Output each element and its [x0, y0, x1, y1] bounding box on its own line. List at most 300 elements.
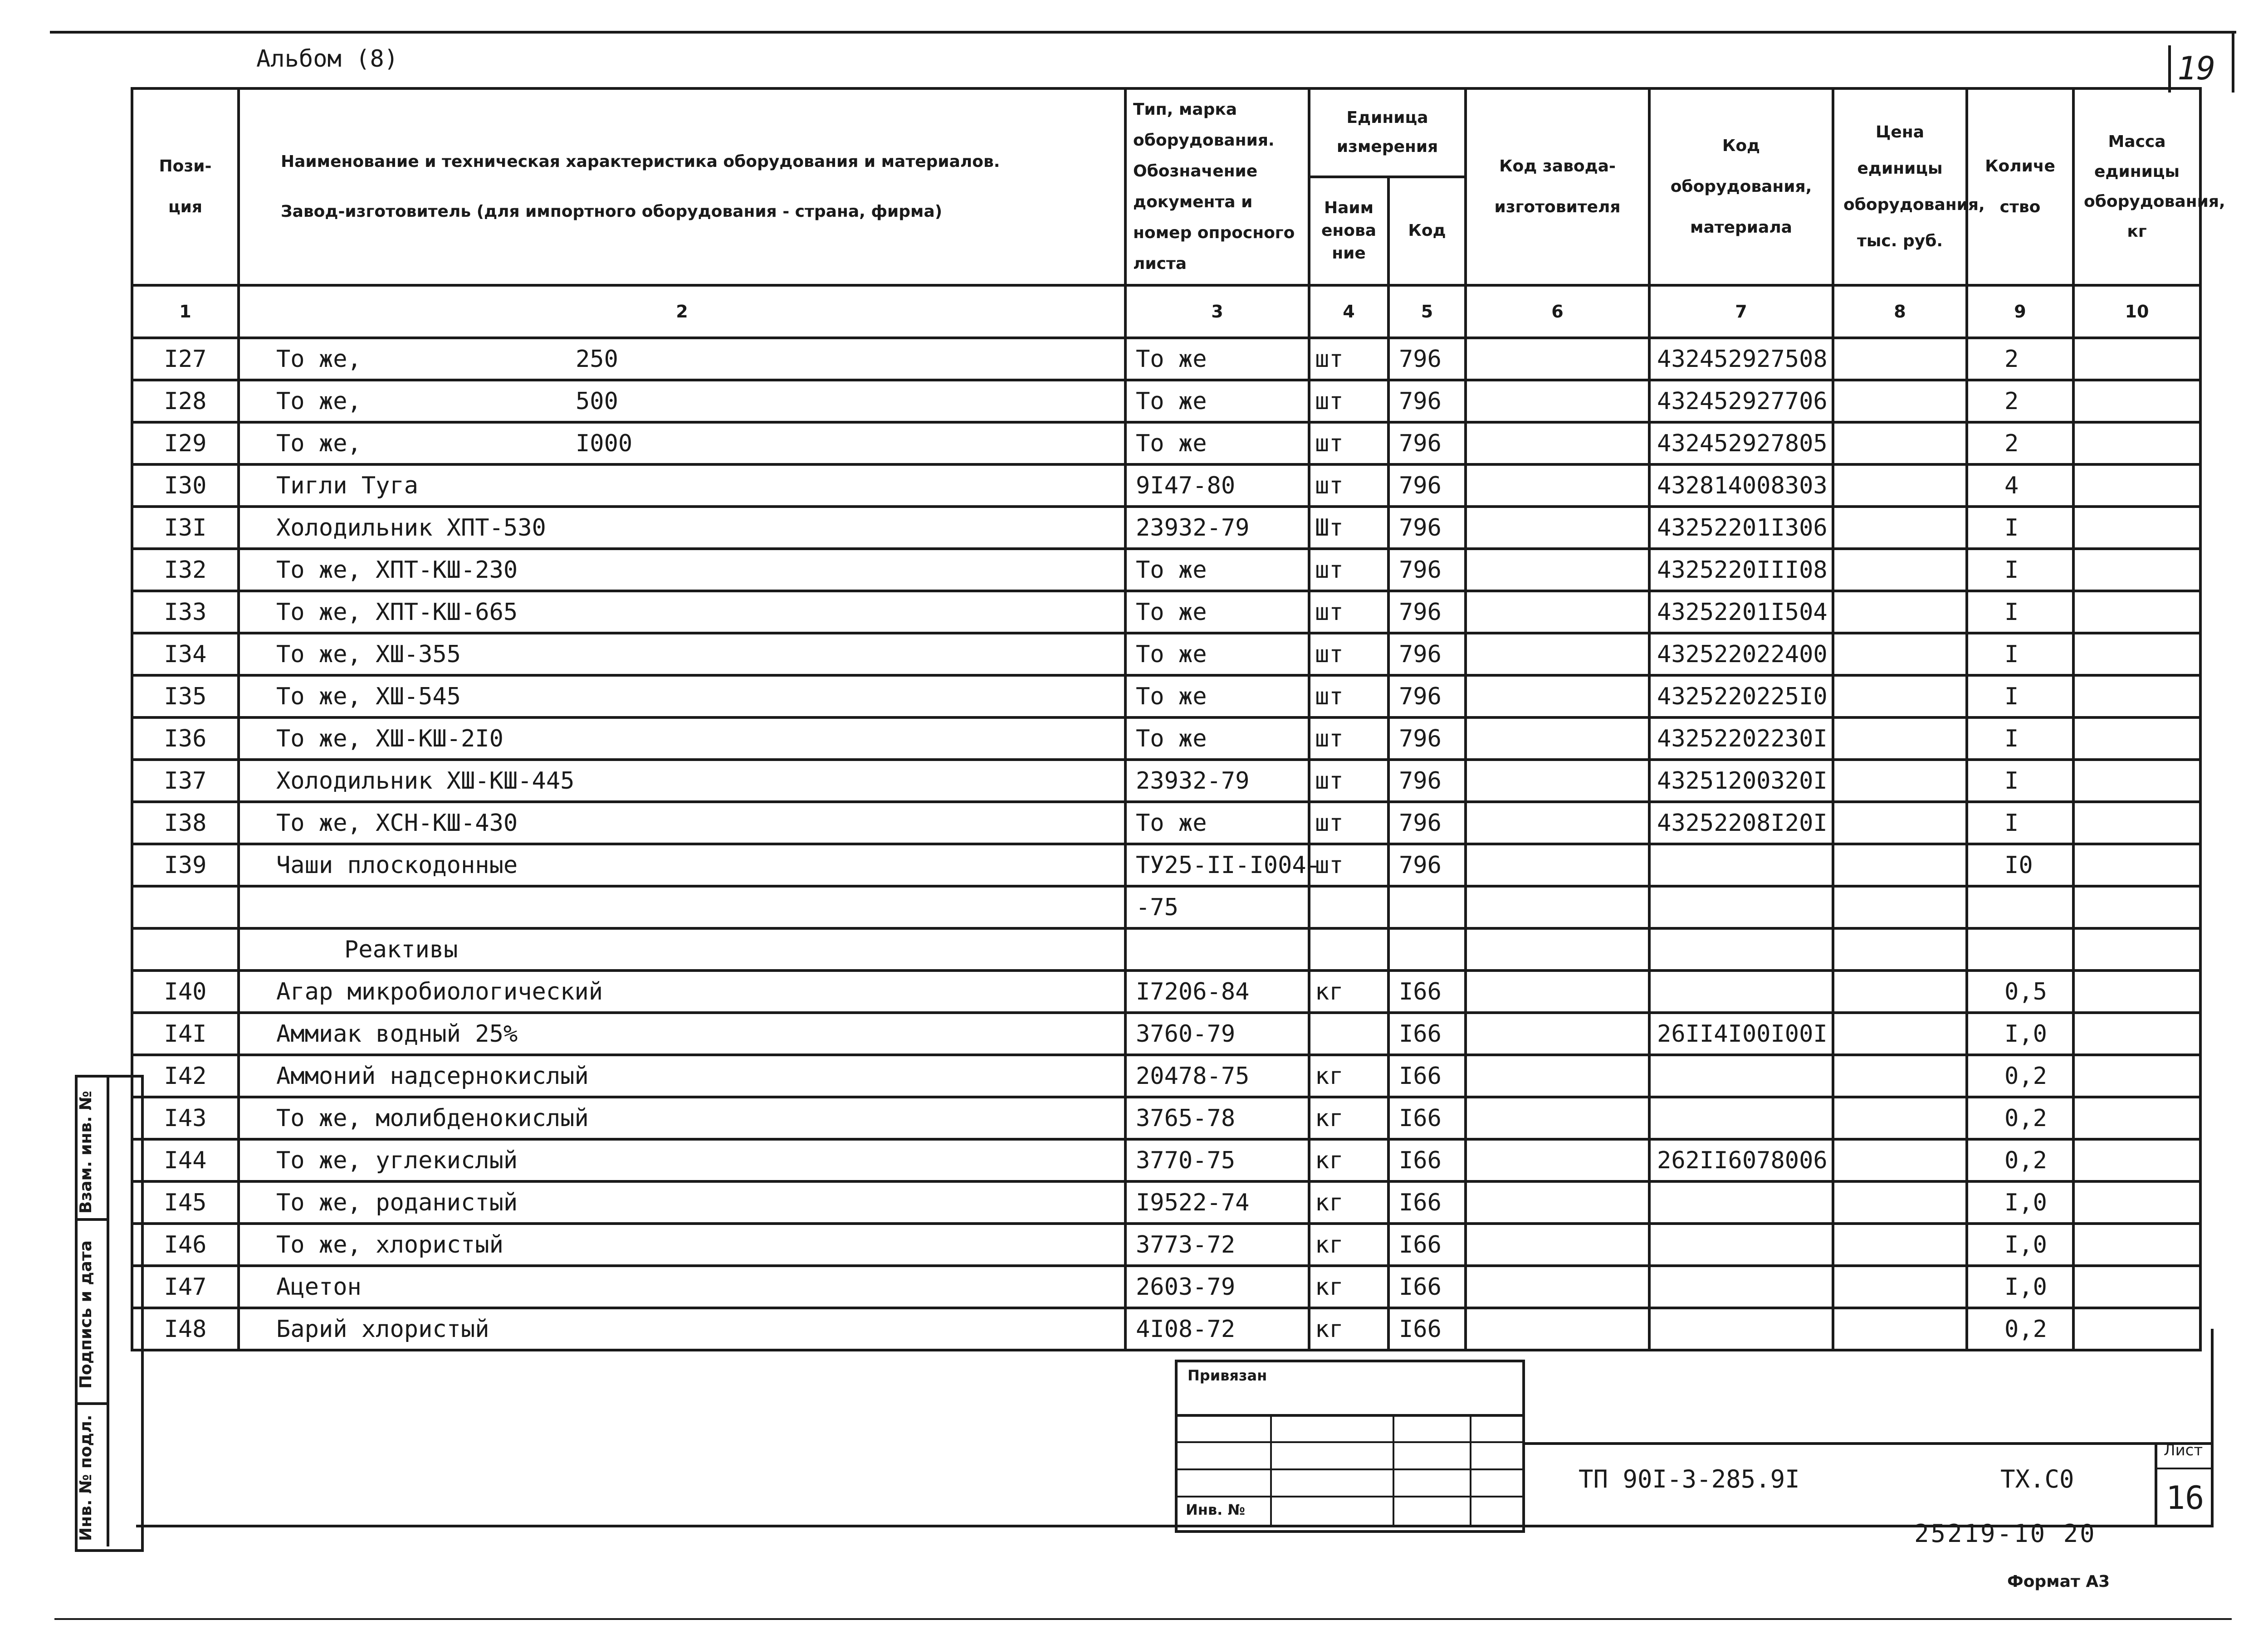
top-border-line: [50, 31, 2236, 34]
position-cell: [132, 928, 239, 971]
header-unit: Единица измерения: [1309, 88, 1466, 177]
quantity-cell: [1967, 971, 2073, 1013]
quantity-cell: [1967, 507, 2073, 549]
table-row: [132, 1139, 2200, 1181]
header-equipment-code: Код оборудования, материала: [1649, 88, 1833, 285]
position-cell: [132, 802, 239, 844]
quantity-cell: [1967, 844, 2073, 886]
position-cell: [132, 1097, 239, 1139]
type-cell: [1125, 591, 1309, 633]
position-cell-text: I43: [164, 1104, 207, 1132]
name-cell: [239, 675, 1125, 717]
list-number: 16: [2166, 1479, 2204, 1517]
mass-cell: [2073, 422, 2200, 464]
name-cell: [239, 1224, 1125, 1266]
factory-code-cell: [1466, 760, 1649, 802]
position-cell: [132, 1224, 239, 1266]
header-unit-name: Наименование: [1309, 177, 1388, 285]
type-cell-text: То же: [1136, 725, 1207, 752]
quantity-cell-text: I: [2004, 725, 2019, 752]
unit-code-cell: [1388, 802, 1466, 844]
equipment-code-cell-text: 43251200320I: [1657, 767, 1828, 795]
position-cell-text: I35: [164, 683, 207, 710]
unit-code-cell-text: 796: [1399, 640, 1442, 668]
quantity-cell: [1967, 633, 2073, 675]
quantity-cell-text: I,0: [2004, 1020, 2047, 1048]
unit-code-cell: [1388, 549, 1466, 591]
equipment-code-cell: [1649, 591, 1833, 633]
quantity-cell: [1967, 1181, 2073, 1224]
equipment-code-cell: [1649, 464, 1833, 507]
unit-code-cell: [1388, 1055, 1466, 1097]
position-cell-text: I46: [164, 1231, 207, 1258]
name-cell-text: То же, молибденокислый: [276, 1104, 589, 1132]
equipment-code-cell-text: 43252202230I: [1657, 725, 1828, 752]
name-cell: [239, 1308, 1125, 1350]
mass-cell: [2073, 507, 2200, 549]
name-cell: [239, 802, 1125, 844]
quantity-cell-text: I: [2004, 767, 2019, 795]
equipment-code-cell-text: 432452927706: [1657, 387, 1828, 415]
mass-cell: [2073, 717, 2200, 760]
position-cell-text: I38: [164, 809, 207, 837]
unit-name-cell-text: кг: [1315, 1231, 1344, 1258]
name-cell: [239, 717, 1125, 760]
position-cell: [132, 971, 239, 1013]
price-cell: [1833, 1266, 1967, 1308]
quantity-cell-text: I,0: [2004, 1273, 2047, 1301]
unit-code-cell: [1388, 675, 1466, 717]
list-box-separator: [2155, 1468, 2212, 1469]
name-cell: [239, 549, 1125, 591]
right-border-line: [2232, 31, 2234, 93]
equipment-code-cell-text: 432522022400: [1657, 640, 1828, 668]
position-cell: [132, 338, 239, 380]
position-cell-text: I30: [164, 472, 207, 499]
equipment-code-cell: [1649, 1139, 1833, 1181]
mass-cell: [2073, 760, 2200, 802]
quantity-cell: [1967, 802, 2073, 844]
quantity-cell: [1967, 928, 2073, 971]
type-cell-text: 4I08-72: [1136, 1315, 1236, 1343]
position-cell-text: I27: [164, 345, 207, 373]
table-row: [132, 507, 2200, 549]
name-cell-text: То же, роданистый: [276, 1189, 518, 1216]
mass-cell: [2073, 928, 2200, 971]
position-cell: [132, 886, 239, 928]
price-cell: [1833, 464, 1967, 507]
table-row: [132, 760, 2200, 802]
type-cell: [1125, 760, 1309, 802]
unit-name-cell: [1309, 380, 1388, 422]
price-cell: [1833, 1139, 1967, 1181]
equipment-code-cell-text: 262II6078006: [1657, 1146, 1828, 1174]
name-cell: [239, 633, 1125, 675]
table-row: [132, 464, 2200, 507]
price-cell: [1833, 760, 1967, 802]
equipment-code-cell: [1649, 717, 1833, 760]
unit-name-cell: [1309, 802, 1388, 844]
position-cell-text: I36: [164, 725, 207, 752]
unit-name-cell-text: шт: [1315, 345, 1344, 373]
quantity-cell-text: 2: [2004, 345, 2019, 373]
name-cell: [239, 1055, 1125, 1097]
unit-name-cell-text: шт: [1315, 598, 1344, 626]
privyazan-label: Привязан: [1188, 1367, 1267, 1384]
factory-code-cell: [1466, 1308, 1649, 1350]
type-cell: [1125, 1097, 1309, 1139]
name-cell: [239, 591, 1125, 633]
factory-code-cell: [1466, 380, 1649, 422]
equipment-code-cell-text: 432452927805: [1657, 429, 1828, 457]
unit-name-cell-text: кг: [1315, 1273, 1344, 1301]
table-row: [132, 549, 2200, 591]
mass-cell: [2073, 886, 2200, 928]
unit-name-cell-text: шт: [1315, 640, 1344, 668]
price-cell: [1833, 591, 1967, 633]
position-cell-text: I28: [164, 387, 207, 415]
equipment-code-cell: [1649, 886, 1833, 928]
factory-code-cell: [1466, 844, 1649, 886]
quantity-cell: [1967, 1308, 2073, 1350]
type-cell-text: I7206-84: [1136, 978, 1250, 1005]
unit-name-cell: [1309, 1055, 1388, 1097]
unit-code-cell-text: 796: [1399, 725, 1442, 752]
quantity-cell: [1967, 380, 2073, 422]
quantity-cell-text: 0,2: [2004, 1062, 2047, 1090]
equipment-code-cell: [1649, 844, 1833, 886]
factory-code-cell: [1466, 886, 1649, 928]
footer-line: [54, 1618, 2232, 1620]
document-designation: ТП 90I-3-285.9I: [1579, 1465, 1800, 1493]
unit-code-cell: [1388, 971, 1466, 1013]
unit-name-cell: [1309, 844, 1388, 886]
unit-name-cell-text: кг: [1315, 1146, 1344, 1174]
equipment-code-cell: [1649, 338, 1833, 380]
name-cell-text: Холодильник ХШ-КШ-445: [276, 767, 575, 795]
header-name-line1: Наименование и техническая характеристика оборудования и материалов.: [281, 152, 1000, 171]
table-row: [132, 1266, 2200, 1308]
price-cell: [1833, 1097, 1967, 1139]
archive-number: 25219-10 20: [1914, 1519, 2097, 1548]
type-cell-text: То же: [1136, 345, 1207, 373]
position-cell-text: I29: [164, 429, 207, 457]
unit-code-cell-text: I66: [1399, 1062, 1442, 1090]
name-cell-text: То же, ХШ-355: [276, 640, 461, 668]
equipment-code-cell: [1649, 1097, 1833, 1139]
position-cell-text: I3I: [164, 514, 207, 541]
unit-code-cell-text: 796: [1399, 851, 1442, 879]
unit-code-cell: [1388, 1308, 1466, 1350]
type-cell: [1125, 928, 1309, 971]
privyazan-col-1: [1270, 1415, 1272, 1527]
unit-name-cell-text: Шт: [1315, 514, 1344, 541]
unit-code-cell: [1388, 422, 1466, 464]
equipment-code-cell: [1649, 760, 1833, 802]
type-cell: [1125, 338, 1309, 380]
type-cell-text: 2603-79: [1136, 1273, 1236, 1301]
price-cell: [1833, 844, 1967, 886]
name-cell: [239, 422, 1125, 464]
name-cell-text: Тигли Тугa: [276, 472, 419, 499]
unit-code-cell: [1388, 760, 1466, 802]
type-cell-text: То же: [1136, 598, 1207, 626]
name-cell: [239, 1181, 1125, 1224]
type-cell-text: 20478-75: [1136, 1062, 1250, 1090]
unit-name-cell: [1309, 591, 1388, 633]
position-cell-text: I39: [164, 851, 207, 879]
position-cell: [132, 1308, 239, 1350]
equipment-code-cell: [1649, 549, 1833, 591]
unit-name-cell-text: шт: [1315, 767, 1344, 795]
equipment-code-cell-text: 432814008303: [1657, 472, 1828, 499]
factory-code-cell: [1466, 422, 1649, 464]
factory-code-cell: [1466, 1055, 1649, 1097]
type-cell-text: I9522-74: [1136, 1189, 1250, 1216]
mass-cell: [2073, 802, 2200, 844]
unit-name-cell-text: кг: [1315, 1062, 1344, 1090]
privyazan-col-2: [1393, 1415, 1394, 1527]
position-cell: [132, 844, 239, 886]
header-type: Тип, марка оборудования. Обозначение документа и номер опросного листа: [1125, 88, 1309, 285]
unit-code-cell: [1388, 464, 1466, 507]
type-cell-text: То же: [1136, 556, 1207, 584]
col-number-10: 10: [2073, 285, 2200, 338]
price-cell: [1833, 380, 1967, 422]
name-cell-text: То же,: [276, 387, 362, 415]
position-cell-text: I4I: [164, 1020, 207, 1048]
side-stamp-replacement-label: Взам. инв. №: [77, 1091, 95, 1214]
name-cell-text: Аммоний надсернокислый: [276, 1062, 589, 1090]
name-cell-text: То же, ХПТ-КШ-230: [276, 556, 518, 584]
type-cell-text: То же: [1136, 640, 1207, 668]
name-cell-text: То же, хлористый: [276, 1231, 503, 1258]
type-cell: [1125, 549, 1309, 591]
unit-code-cell: [1388, 1181, 1466, 1224]
equipment-code-cell: [1649, 802, 1833, 844]
unit-name-cell: [1309, 1013, 1388, 1055]
table-row: [132, 1224, 2200, 1266]
equipment-code-cell-text: 26II4I00I00I: [1657, 1020, 1828, 1048]
header-name: [239, 88, 1125, 285]
position-cell: [132, 675, 239, 717]
position-cell-text: I40: [164, 978, 207, 1005]
side-stamp-signature-label: Подпись и дата: [77, 1240, 95, 1389]
equipment-code-cell-text: 4325220225I0: [1657, 683, 1828, 710]
equipment-code-cell-text: 4325220III08: [1657, 556, 1828, 584]
position-cell: [132, 422, 239, 464]
unit-name-cell: [1309, 1266, 1388, 1308]
price-cell: [1833, 549, 1967, 591]
factory-code-cell: [1466, 507, 1649, 549]
type-cell: [1125, 844, 1320, 886]
type-cell: [1125, 464, 1309, 507]
unit-code-cell: [1388, 928, 1466, 971]
unit-name-cell: [1309, 1139, 1388, 1181]
table-row: [132, 1308, 2200, 1350]
unit-code-cell: [1388, 1139, 1466, 1181]
mass-cell: [2073, 591, 2200, 633]
name-cell-text: Аммиак водный 25%: [276, 1020, 518, 1048]
col-number-1: 1: [132, 285, 239, 338]
unit-code-cell-text: 796: [1399, 556, 1442, 584]
factory-code-cell: [1466, 633, 1649, 675]
factory-code-cell: [1466, 928, 1649, 971]
unit-name-cell: [1309, 549, 1388, 591]
equipment-code-cell: [1649, 380, 1833, 422]
name-cell-text: Ацетон: [276, 1273, 362, 1301]
unit-name-cell: [1309, 717, 1388, 760]
price-cell: [1833, 338, 1967, 380]
factory-code-cell: [1466, 338, 1649, 380]
unit-name-cell: [1309, 507, 1388, 549]
unit-code-cell-text: 796: [1399, 514, 1442, 541]
unit-code-cell: [1388, 507, 1466, 549]
unit-code-cell: [1388, 844, 1466, 886]
position-cell-text: I34: [164, 640, 207, 668]
unit-code-cell-text: I66: [1399, 1231, 1442, 1258]
side-stamp-replacement: [78, 1078, 109, 1221]
document-code: ТХ.С0: [2000, 1465, 2074, 1493]
unit-code-cell-text: I66: [1399, 1104, 1442, 1132]
equipment-code-cell: [1649, 928, 1833, 971]
album-label: Альбом (8): [256, 45, 399, 73]
position-cell: [132, 1139, 239, 1181]
table-row: [132, 338, 2200, 380]
name-suffix-text: I000: [576, 429, 633, 457]
unit-code-cell-text: I66: [1399, 1315, 1442, 1343]
unit-name-cell: [1309, 675, 1388, 717]
mass-cell: [2073, 1308, 2200, 1350]
type-cell: [1125, 971, 1309, 1013]
unit-name-cell: [1309, 633, 1388, 675]
mass-cell: [2073, 675, 2200, 717]
table-row: [132, 633, 2200, 675]
inventory-no-label: Инв. №: [1186, 1501, 1245, 1518]
type-cell-text: То же: [1136, 809, 1207, 837]
type-cell-text: 23932-79: [1136, 767, 1250, 795]
type-cell: [1125, 802, 1309, 844]
quantity-cell: [1967, 1055, 2073, 1097]
position-cell-text: I45: [164, 1189, 207, 1216]
name-suffix-text: 500: [576, 387, 618, 415]
quantity-cell: [1967, 1266, 2073, 1308]
name-cell: [239, 1097, 1125, 1139]
quantity-cell: [1967, 1139, 2073, 1181]
name-cell-text: Чаши плоскодонные: [276, 851, 518, 879]
table-row: [132, 1055, 2200, 1097]
price-cell: [1833, 717, 1967, 760]
equipment-code-cell: [1649, 507, 1833, 549]
header-position: Пози- ция: [132, 88, 239, 285]
quantity-cell-text: I: [2004, 514, 2019, 541]
position-cell-text: I42: [164, 1062, 207, 1090]
quantity-cell: [1967, 886, 2073, 928]
position-cell: [132, 464, 239, 507]
position-cell: [132, 380, 239, 422]
unit-name-cell: [1309, 886, 1388, 928]
type-cell: [1125, 1139, 1309, 1181]
position-cell-text: I44: [164, 1146, 207, 1174]
table-row: [132, 971, 2200, 1013]
unit-code-cell-text: 796: [1399, 809, 1442, 837]
unit-code-cell-text: I66: [1399, 978, 1442, 1005]
unit-name-cell: [1309, 928, 1388, 971]
mass-cell: [2073, 971, 2200, 1013]
quantity-cell-text: 2: [2004, 387, 2019, 415]
price-cell: [1833, 507, 1967, 549]
type-cell-text: То же: [1136, 387, 1207, 415]
name-cell: [239, 507, 1125, 549]
unit-name-cell-text: кг: [1315, 1315, 1344, 1343]
equipment-code-cell-text: 43252208I20I: [1657, 809, 1828, 837]
unit-name-cell-text: шт: [1315, 851, 1344, 879]
type-cell: [1125, 717, 1309, 760]
quantity-cell-text: 4: [2004, 472, 2019, 499]
header-name-line2: Завод-изготовитель (для импортного оборудования - страна, фирма): [281, 202, 943, 221]
unit-code-cell: [1388, 1224, 1466, 1266]
name-cell-text: То же, ХШ-545: [276, 683, 461, 710]
type-cell: [1125, 1266, 1309, 1308]
unit-name-cell-text: кг: [1315, 978, 1344, 1005]
sheet-box-left-line: [2168, 45, 2171, 93]
quantity-cell: [1967, 1224, 2073, 1266]
type-cell: [1125, 675, 1309, 717]
price-cell: [1833, 1181, 1967, 1224]
unit-name-cell: [1309, 1308, 1388, 1350]
unit-code-cell: [1388, 380, 1466, 422]
factory-code-cell: [1466, 1181, 1649, 1224]
type-cell: [1125, 1055, 1309, 1097]
format-label: Формат А3: [2007, 1572, 2110, 1591]
col-number-5: 5: [1388, 285, 1466, 338]
equipment-code-cell: [1649, 1224, 1833, 1266]
equipment-code-cell: [1649, 675, 1833, 717]
unit-code-cell-text: 796: [1399, 429, 1442, 457]
quantity-cell-text: 2: [2004, 429, 2019, 457]
col-number-2: 2: [239, 285, 1125, 338]
unit-code-cell-text: 796: [1399, 767, 1442, 795]
unit-name-cell-text: шт: [1315, 387, 1344, 415]
type-cell: [1125, 886, 1309, 928]
price-cell: [1833, 928, 1967, 971]
name-cell-text: То же, ХСН-КШ-430: [276, 809, 518, 837]
mass-cell: [2073, 1139, 2200, 1181]
quantity-cell-text: I: [2004, 683, 2019, 710]
equipment-code-cell: [1649, 1055, 1833, 1097]
unit-name-cell-text: шт: [1315, 556, 1344, 584]
name-cell-text: То же,: [276, 429, 362, 457]
type-cell-text: -75: [1136, 893, 1178, 921]
name-cell: [239, 1013, 1125, 1055]
mass-cell: [2073, 844, 2200, 886]
quantity-cell: [1967, 591, 2073, 633]
side-stamp-inventory-label: Инв. № подл.: [77, 1415, 95, 1541]
table-row: [132, 886, 2200, 928]
col-number-3: 3: [1125, 285, 1309, 338]
titleblock-doc-line: [1524, 1442, 2214, 1445]
unit-name-cell-text: шт: [1315, 725, 1344, 752]
name-cell-text: Агар микробиологический: [276, 978, 603, 1005]
quantity-cell-text: I,0: [2004, 1189, 2047, 1216]
price-cell: [1833, 1224, 1967, 1266]
price-cell: [1833, 1308, 1967, 1350]
price-cell: [1833, 422, 1967, 464]
quantity-cell-text: I: [2004, 809, 2019, 837]
position-cell: [132, 549, 239, 591]
table-row: [132, 591, 2200, 633]
name-cell: [239, 928, 1125, 971]
